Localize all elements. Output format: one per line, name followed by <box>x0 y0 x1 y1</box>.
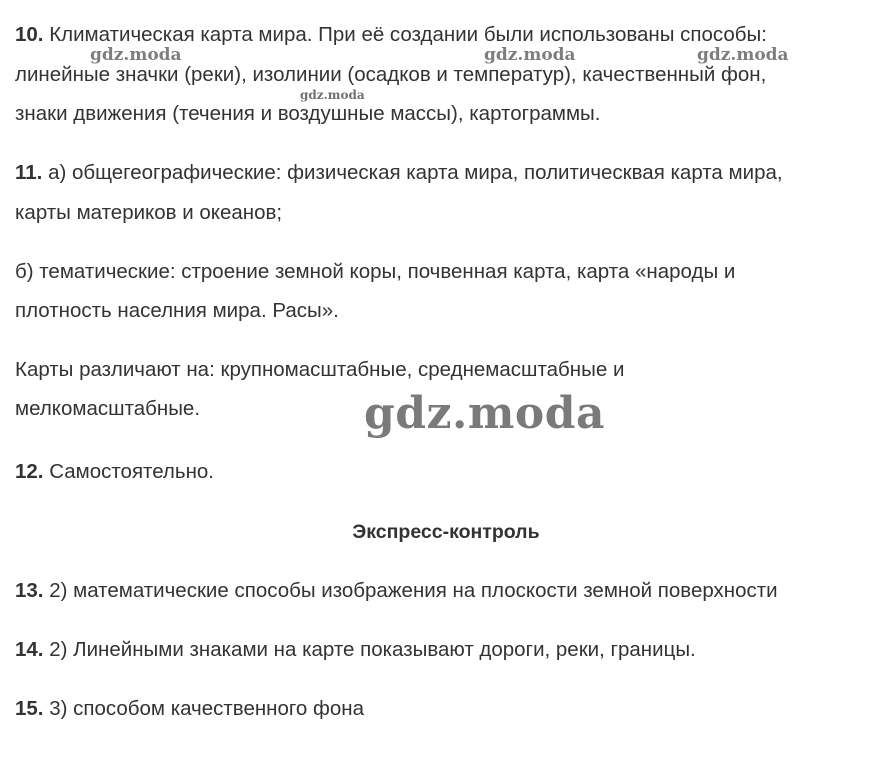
item-13-line-1 <box>15 577 778 605</box>
watermark-logo: gdz.moda <box>90 45 182 65</box>
item-text: 2) математические способы изображения на плоскости земной поверхности <box>49 579 778 602</box>
item-text: 3) способом качественного фона <box>49 697 365 720</box>
item-text: плотность населния мира. Расы». <box>15 299 339 322</box>
item-12-line-1 <box>15 458 214 486</box>
item-14-line-1 <box>15 636 696 664</box>
item-number: 11. <box>15 161 43 184</box>
item-11-line-1 <box>15 159 783 187</box>
scale-line-2 <box>15 395 200 423</box>
watermark-logo: gdz.moda <box>697 45 789 65</box>
item-number: 10. <box>15 23 44 46</box>
item-text: б) тематические: строение земной коры, почвенная карта, карта «народы и <box>15 260 736 283</box>
item-text: знаки движения (течения и воздушные массы), картограммы. <box>15 102 601 125</box>
item-15-line-1 <box>15 695 364 723</box>
item-10-line-3 <box>15 100 601 128</box>
item-11-line-2 <box>15 199 282 227</box>
watermark-logo-large: gdz.moda <box>364 388 606 439</box>
item-10-line-1 <box>15 21 767 49</box>
item-text: Самостоятельно. <box>49 460 214 483</box>
item-text: линейные значки (реки), изолинии (осадков и температур), качественный фон, <box>15 63 767 86</box>
watermark-logo: gdz.moda <box>484 45 576 65</box>
item-11b-line-1 <box>15 258 735 286</box>
item-text: мелкомасштабные. <box>15 397 201 420</box>
item-10-line-2 <box>15 61 766 89</box>
item-text: карты материков и океанов; <box>15 201 283 224</box>
item-text: а) общегеографические: физическая карта мира, политическвая карта мира, <box>48 161 783 184</box>
watermark-logo: gdz.moda <box>300 88 365 102</box>
scale-line-1 <box>15 356 624 384</box>
item-number: 12. <box>15 460 44 483</box>
item-number: 14. <box>15 638 44 661</box>
item-text: Карты различают на: крупномасштабные, среднемасштабные и <box>15 358 625 381</box>
item-text: 2) Линейными знаками на карте показывают дороги, реки, границы. <box>49 638 696 661</box>
item-number: 15. <box>15 697 44 720</box>
item-number: 13. <box>15 579 44 602</box>
section-heading: Экспресс-контроль <box>352 521 540 543</box>
item-text: Климатическая карта мира. При её создании были использованы способы: <box>49 23 767 46</box>
item-11b-line-2 <box>15 297 339 325</box>
